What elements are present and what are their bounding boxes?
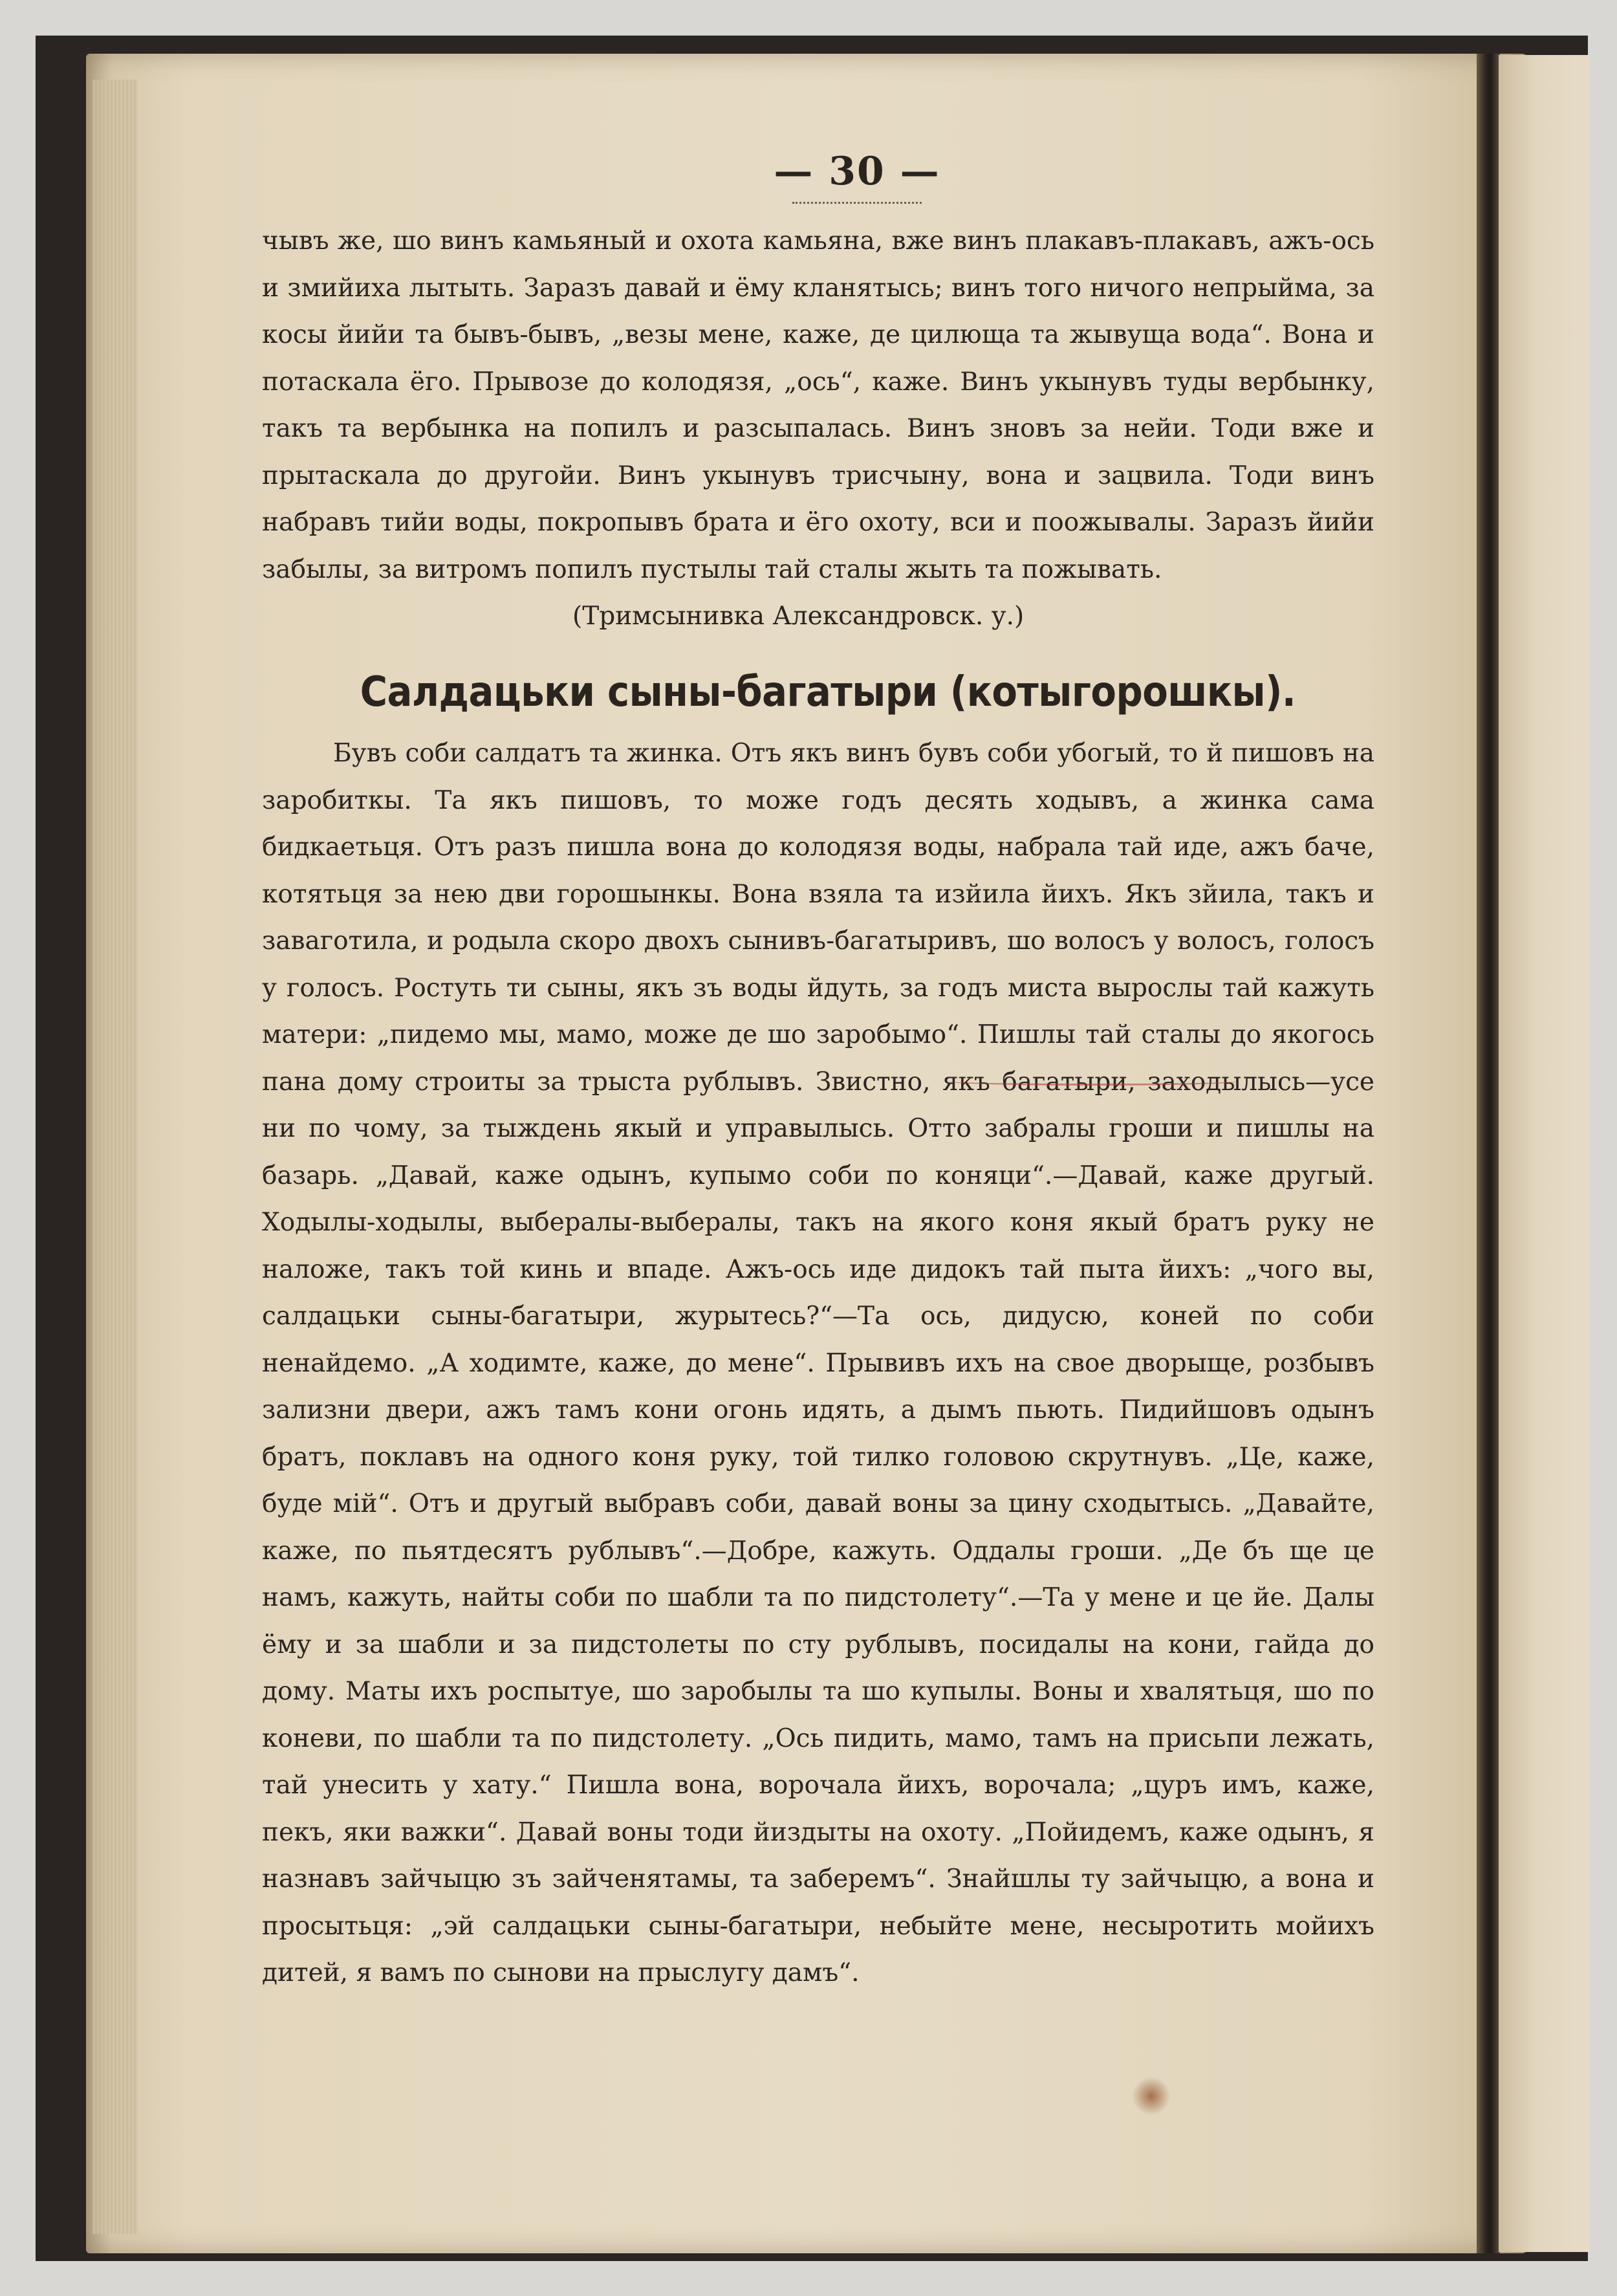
page-number-ornament [792, 198, 922, 204]
story-paragraph: Бувъ соби салдатъ та жинка. Отъ якъ винъ бувъ соби убогый, то й пишовъ на заробиткы. Та якъ пишовъ, то може годъ десять ходывъ, а жинка сама бидкаетьця. Отъ разъ пишла вона до колодязя воды, набрала тай иде, ажъ баче, котятьця за нею дви горошынкы. Вона взяла та изйила йихъ. Якъ зйила, такъ и заваготила, и родыла скоро двохъ сынивъ-багатыривъ, шо волосъ у волосъ, голосъ у голосъ. Ростуть ти сыны, якъ зъ воды йдуть, за годъ миста вырослы тай кажуть матери: „пидемо мы, мамо, може де шо заробымо“. Пишлы тай сталы до якогось пана дому строиты за трыста рублывъ. Звистно, якъ багатыри, заходылысь—усе ни по чому, за тыждень якый и управылысь. Отто забралы гроши и пишлы на базарь. „Давай, каже одынъ, купымо соби по коняци“.—Давай, каже другый. Ходылы-ходылы, выбералы-выбералы, такъ на якого коня якый братъ руку не наложе, такъ той кинь и впаде. Ажъ-ось иде дидокъ тай пыта йихъ: „чого вы, салдацьки сыны-багатыри, журытесь?“—Та ось, дидусю, коней по соби ненайдемо. „А ходимте, каже, до мене“. Прывивъ ихъ на свое дворыще, розбывъ зализни двери, ажъ тамъ кони огонь идять, а дымъ пьють. Пидийшовъ одынъ братъ, поклавъ на одного коня руку, той тилко головою скрутнувъ. „Це, каже, буде мій“. Отъ и другый выбравъ соби, давай воны за цину сходытысь. „Давайте, каже, по пьятдесятъ рублывъ“.—Добре, кажуть. Оддалы гроши. „Де бъ ще це намъ, кажуть, найты соби по шабли та по пидстолету“.—Та у мене и це йе. Далы ёму и за шабли и за пидстолеты по сту рублывъ, посидалы на кони, гайда до дому. Маты ихъ роспытуе, шо заробылы та шо купылы. Воны и хвалятьця, шо по коневи, по шабли та по пидстолету. „Ось пидить, мамо, тамъ на присьпи лежать, тай унесить у хату.“ Пишла вона, ворочала йихъ, ворочала; „цуръ имъ, каже, пекъ, яки важки“. Давай воны тоди йиздыты на охоту. „Пойидемъ, каже одынъ, я назнавъ зайчыцю зъ зайченятамы, та заберемъ“. Знайшлы ту зайчыцю, а вона и просытьця: „эй салдацьки сыны-багатыри, небыйте мене, несыротить мойихъ дитей, я вамъ по сынови на прыслугу дамъ“. [262, 739, 1374, 1987]
book-gutter [1477, 54, 1500, 2253]
source-attribution: (Тримсынивка Александровск. у.) [572, 602, 1025, 631]
page-content [262, 149, 1374, 1997]
continuation-paragraph: чывъ же, шо винъ камьяный и охота камьяна, вже винъ плакавъ-плакавъ, ажъ-ось и змийиха лытыть. Заразъ давай и ёму кланятысь; винъ того ничого непрыйма, за косы йийи та бывъ-бывъ, „везы мене, каже, де цилюща та жывуща вода“. Вона и потаскала ёго. Прывозе до колодязя, „ось“, каже. Винъ укынувъ туды вербынку, такъ та вербынка на попилъ и разсыпалась. Винъ зновъ за нейи. Тоди вже и прытаскала до другойи. Винъ укынувъ трисчыну, вона и зацвила. Тоди винъ набравъ тийи воды, покропывъ брата и ёго охоту, вси и поожывалы. Заразъ йийи забылы, за витромъ попилъ пустылы тай сталы жыть та пожывать. [262, 226, 1374, 584]
page-number: — 30 — [774, 149, 940, 194]
pencil-underline-mark [948, 1077, 1239, 1086]
story-title: Салдацьки сыны-багатыри (котыгорошкы). [360, 668, 1296, 716]
next-page-edge [1499, 55, 1589, 2252]
page-stack-edge [92, 80, 138, 2234]
ink-stain [1132, 2077, 1171, 2116]
